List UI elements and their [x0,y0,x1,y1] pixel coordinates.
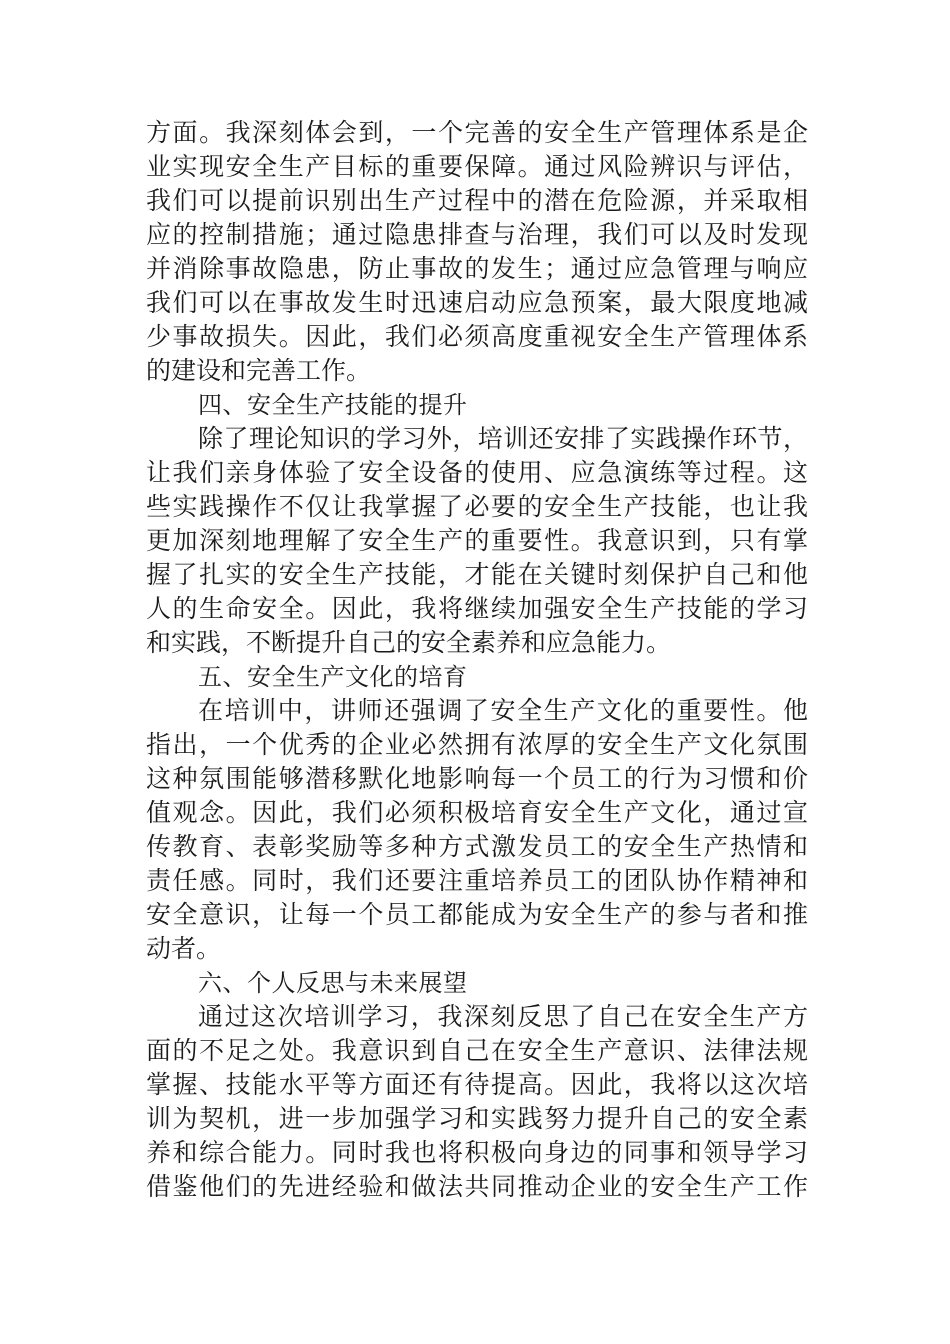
text-line: 值观念。因此，我们必须积极培育安全生产文化，通过宣 [146,798,808,827]
document-page [146,116,808,1204]
text-line: 安全意识，让每一个员工都能成为安全生产的参与者和推 [146,900,808,929]
text-line: 这种氛围能够潜移默化地影响每一个员工的行为习惯和价 [146,764,808,793]
paragraph-culture [146,694,808,966]
section-heading-skills: 四、安全生产技能的提升 [198,391,468,419]
text-line: 面的不足之处。我意识到自己在安全生产意识、法律法规 [146,1036,808,1065]
section-heading-reflection: 六、个人反思与未来展望 [198,969,468,997]
text-line: 通过这次培训学习，我深刻反思了自己在安全生产方 [198,1002,808,1031]
text-line: 并消除事故隐患，防止事故的发生；通过应急管理与响应 [146,254,808,283]
text-line: 我们可以在事故发生时迅速启动应急预案，最大限度地减 [146,288,808,317]
text-line: 少事故损失。因此，我们必须高度重视安全生产管理体系 [146,322,808,351]
text-line: 握了扎实的安全生产技能，才能在关键时刻保护自己和他 [146,560,808,589]
text-line: 些实践操作不仅让我掌握了必要的安全生产技能，也让我 [146,492,808,521]
text-line: 方面。我深刻体会到，一个完善的安全生产管理体系是企 [146,118,808,147]
text-line: 人的生命安全。因此，我将继续加强安全生产技能的学习 [146,594,808,623]
section-heading-culture: 五、安全生产文化的培育 [198,663,468,691]
text-line: 的建设和完善工作。 [146,356,372,385]
text-line: 掌握、技能水平等方面还有待提高。因此，我将以这次培 [146,1070,808,1099]
text-line: 和实践，不断提升自己的安全素养和应急能力。 [146,628,672,657]
text-line: 应的控制措施；通过隐患排查与治理，我们可以及时发现 [146,220,808,249]
text-line: 更加深刻地理解了安全生产的重要性。我意识到，只有掌 [146,526,808,555]
paragraph-reflection [146,1000,808,1204]
text-line: 我们可以提前识别出生产过程中的潜在危险源，并采取相 [146,186,808,215]
text-line: 责任感。同时，我们还要注重培养员工的团队协作精神和 [146,866,808,895]
text-line: 借鉴他们的先进经验和做法共同推动企业的安全生产工作 [146,1172,808,1201]
paragraph-skills [146,422,808,660]
text-line: 在培训中，讲师还强调了安全生产文化的重要性。他 [198,696,808,725]
text-line: 让我们亲身体验了安全设备的使用、应急演练等过程。这 [146,458,808,487]
text-line: 养和综合能力。同时我也将积极向身边的同事和领导学习 [146,1138,808,1167]
text-line: 训为契机，进一步加强学习和实践努力提升自己的安全素 [146,1104,808,1133]
text-line: 业实现安全生产目标的重要保障。通过风险辨识与评估， [146,152,808,181]
paragraph-management-system [146,116,808,388]
text-line: 动者。 [146,934,222,963]
text-line: 指出，一个优秀的企业必然拥有浓厚的安全生产文化氛围 [146,730,808,759]
text-line: 传教育、表彰奖励等多种方式激发员工的安全生产热情和 [146,832,808,861]
text-line: 除了理论知识的学习外，培训还安排了实践操作环节， [198,424,808,453]
